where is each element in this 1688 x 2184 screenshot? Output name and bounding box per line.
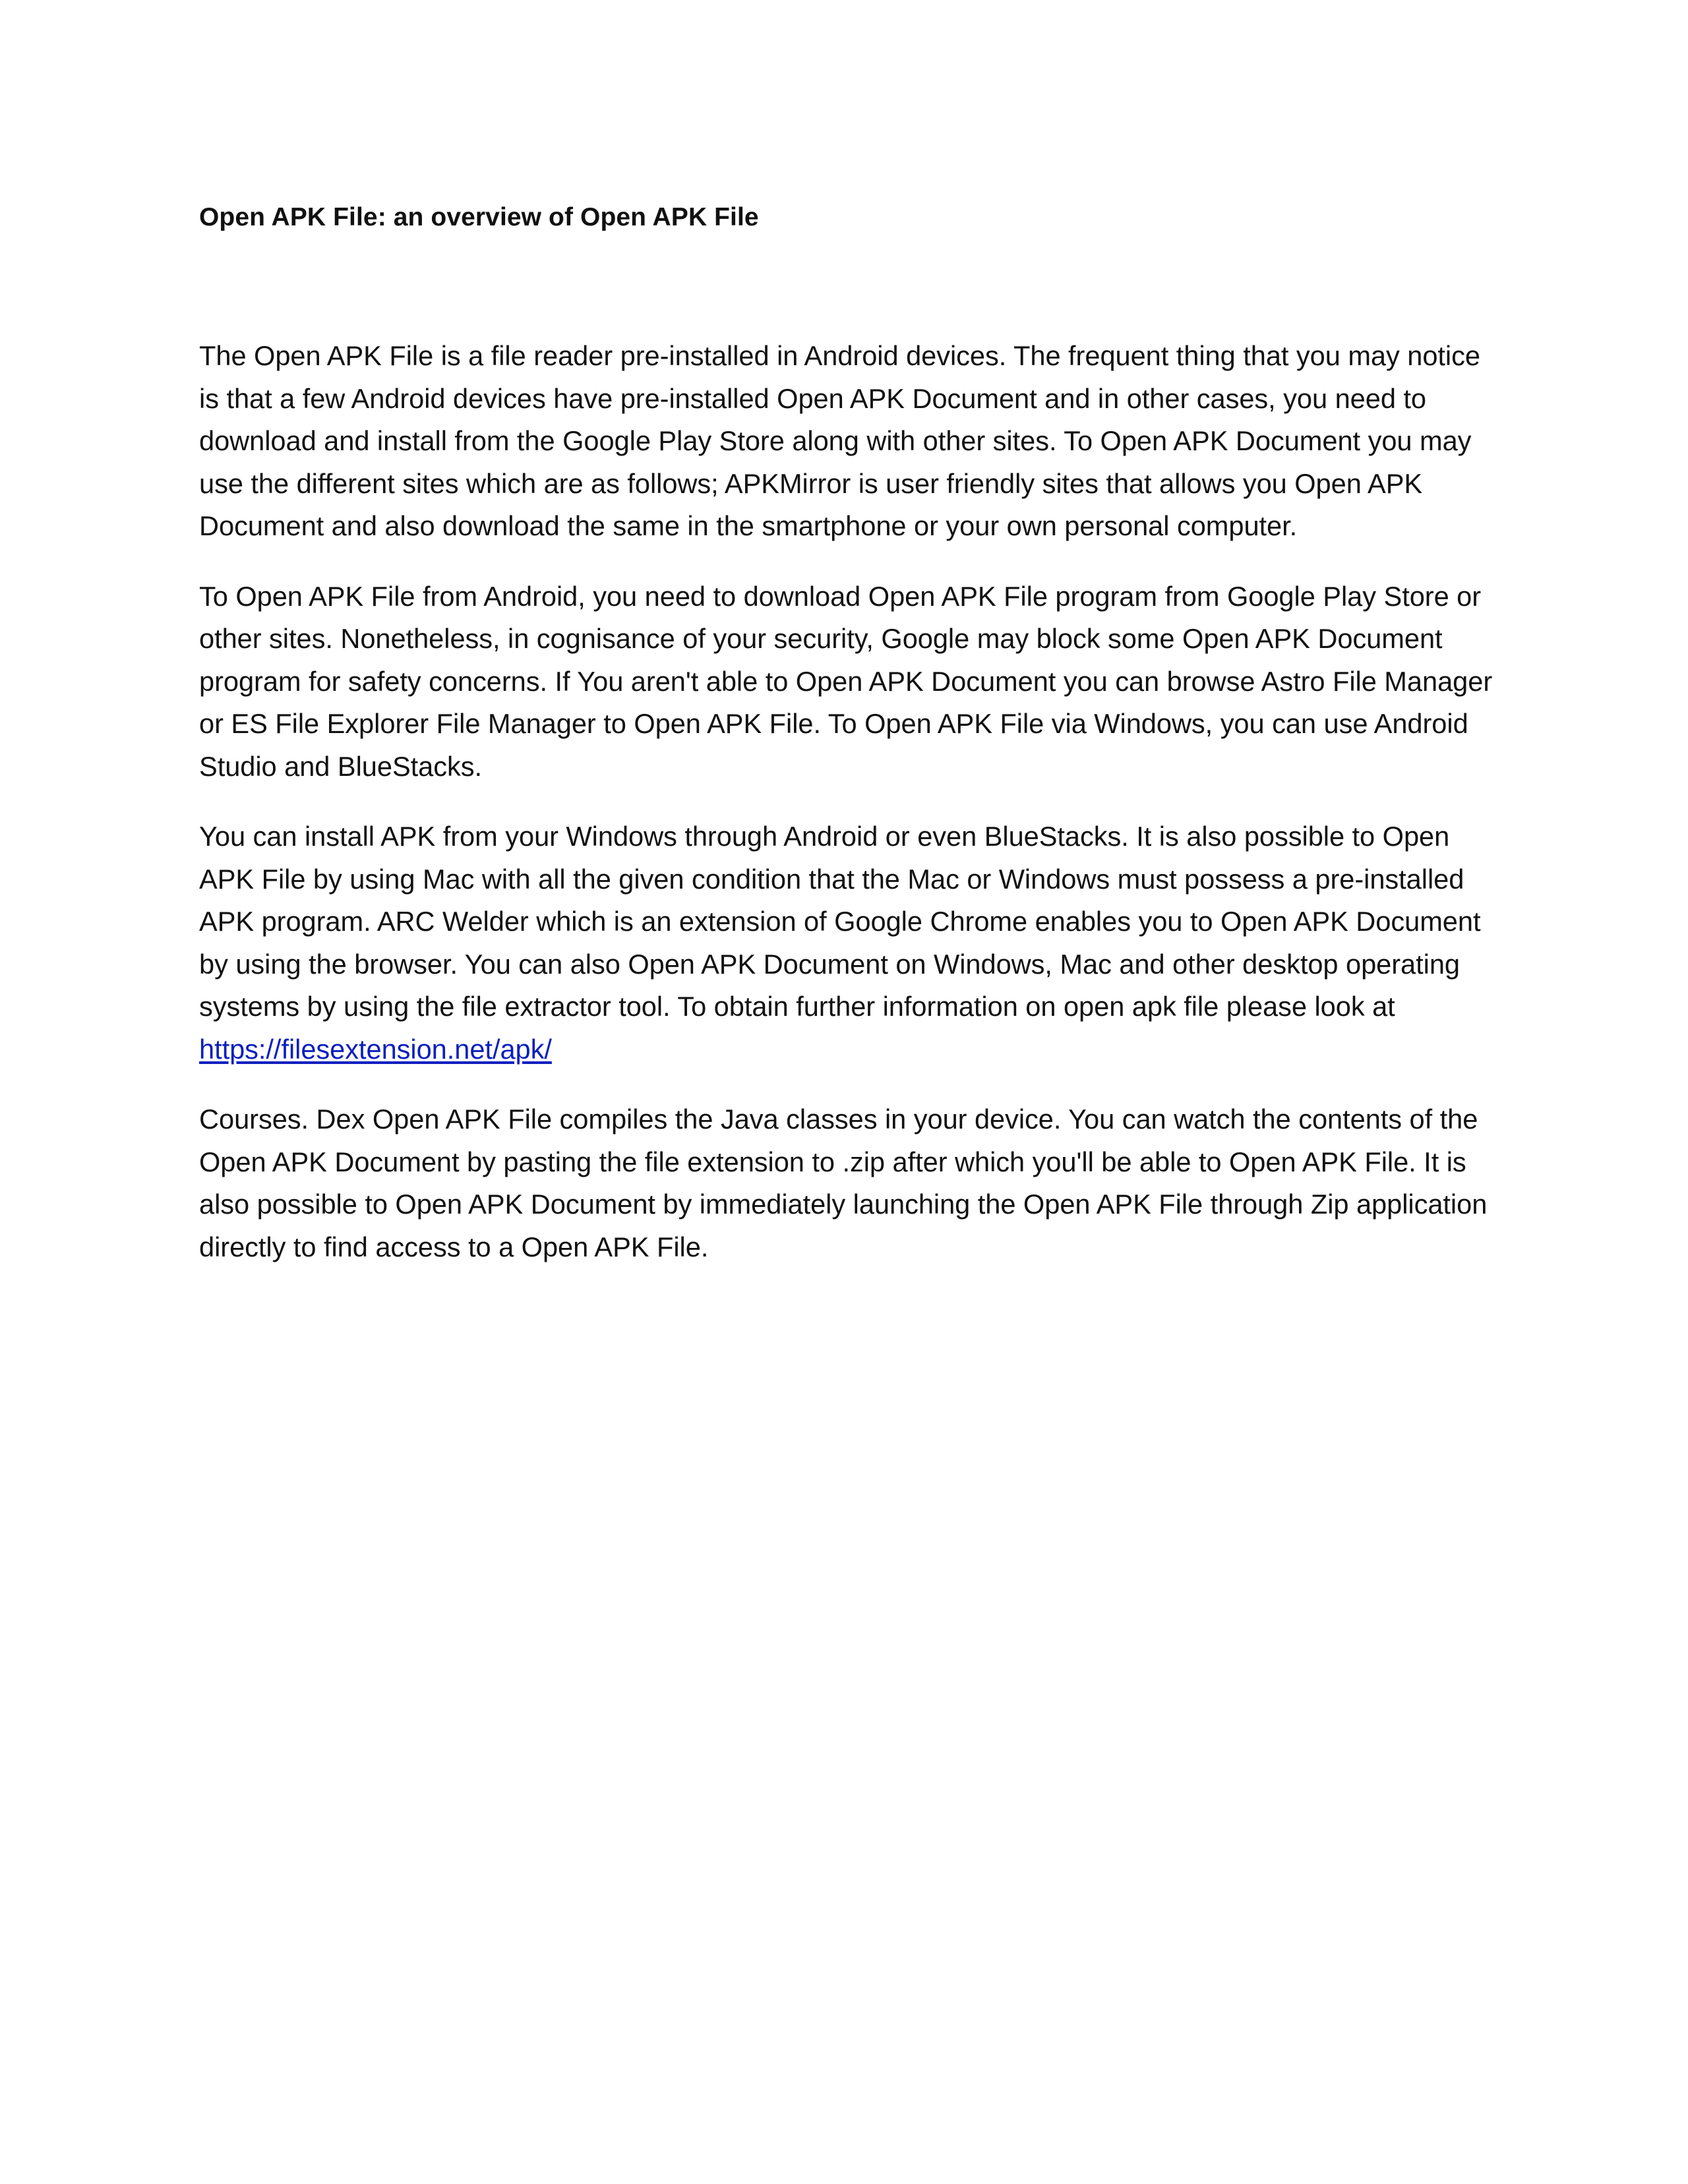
document-content (199, 195, 1495, 1296)
paragraph-android: To Open APK File from Android, you need to download Open APK File program from Google Play Store or other sites. Nonetheless, in cognisance of your security, Google may block some Open APK Document program for safety concerns. If You aren't able to Open APK Document you can browse Astro File Manager or ES File Explorer File Manager to Open APK File. To Open APK File via Windows, you can use Android Studio and BlueStacks. (199, 580, 1493, 782)
paragraph-dex: Courses. Dex Open APK File compiles the Java classes in your device. You can watch the contents of the Open APK Document by pasting the file extension to .zip after which you'll be able to Open APK File. It is also possible to Open APK Document by immediately launching the Open APK File through Zip application directly to find access to a Open APK File. (199, 1104, 1488, 1262)
paragraph-windows-mac (199, 815, 1495, 1071)
paragraph-windows-mac-text: You can install APK from your Windows through Android or even BlueStacks. It is also possible to Open APK File by using Mac with all the given condition that the Mac or Windows must possess a pre-installed APK program. ARC Welder which is an extension of Google Chrome enables you to Open APK Document by using the browser. You can also Open APK Document on Windows, Mac and other desktop operating systems by using the file extractor tool. To obtain further information on open apk file please look at (199, 821, 1481, 1022)
document-body (199, 335, 1495, 1268)
paragraph-intro: The Open APK File is a file reader pre-installed in Android devices. The frequent thing that you may notice is that a few Android devices have pre-installed Open APK Document and in other cases, you need to download and install from the Google Play Store along with other sites. To Open APK Document you may use the different sites which are as follows; APKMirror is user friendly sites that allows you Open APK Document and also download the same in the smartphone or your own personal computer. (199, 340, 1480, 541)
document-title: Open APK File: an overview of Open APK File (199, 203, 759, 231)
filesextension-link[interactable]: https://filesextension.net/apk/ (199, 1033, 552, 1065)
